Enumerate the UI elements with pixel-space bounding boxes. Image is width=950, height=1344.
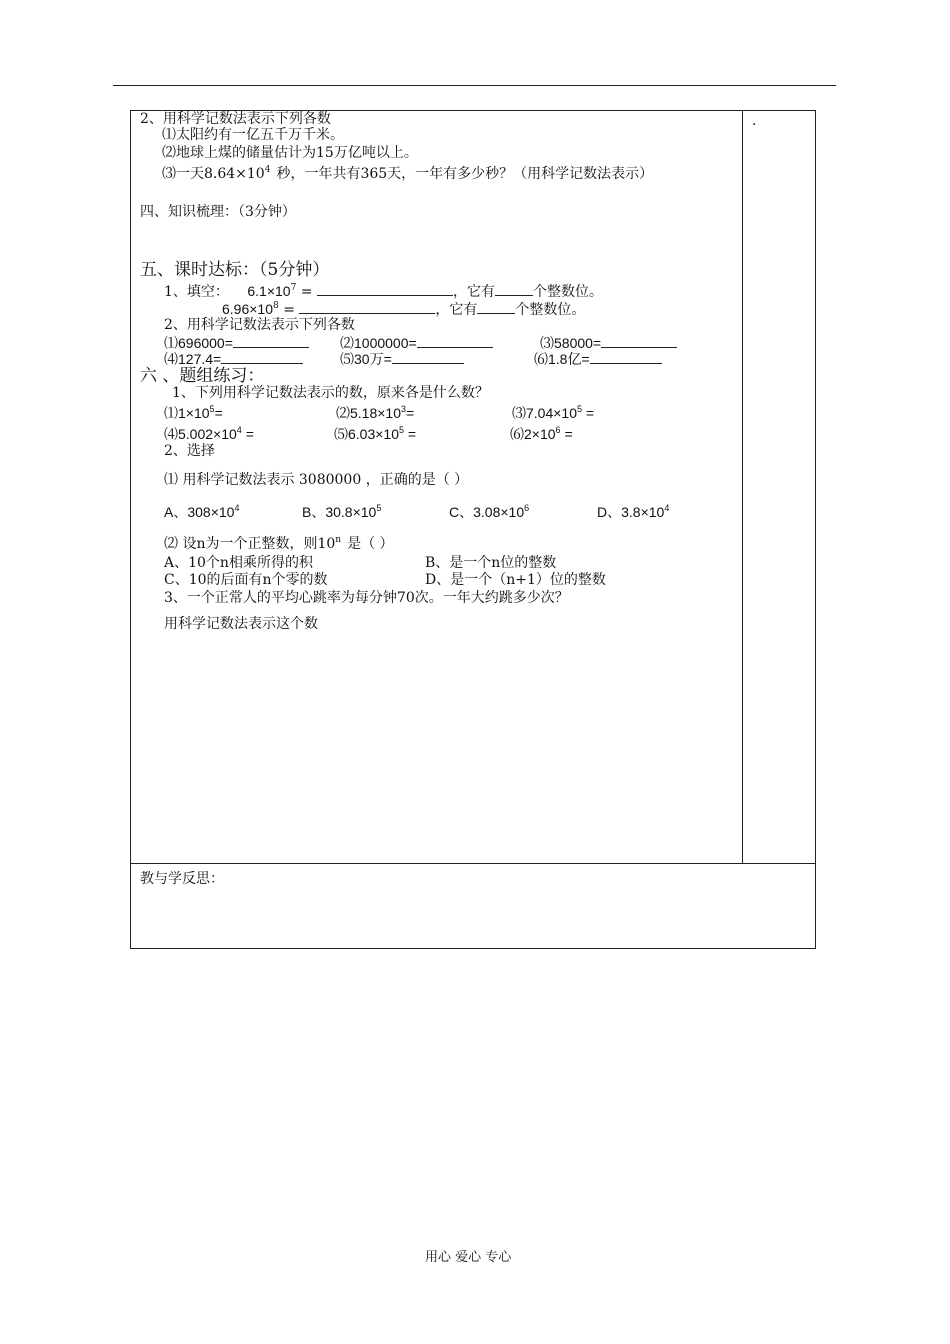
sec6-item-1 bbox=[164, 406, 223, 420]
review-q2-title: 2、用科学记数法表示下列各数 bbox=[140, 111, 331, 127]
sec5-item-6-label: ⑹1.8亿= bbox=[534, 351, 590, 367]
fill-1-mid: ，它有 bbox=[452, 284, 495, 300]
fill-2-base: 6.96×10 bbox=[222, 301, 273, 317]
mc1-option-b-base: B、30.8×10 bbox=[302, 504, 377, 520]
fill-blank-line-1 bbox=[164, 283, 603, 299]
sec5-item-4 bbox=[164, 351, 303, 366]
reflection-row-divider bbox=[130, 863, 815, 864]
fill-1-equals: = bbox=[300, 284, 313, 300]
sec6-item-1-exponent: 5 bbox=[209, 404, 215, 414]
sec6-item-2-exponent: 3 bbox=[401, 404, 407, 414]
sec5-item-5-label: ⑸30万= bbox=[340, 351, 392, 367]
sec5-item-2 bbox=[340, 335, 493, 350]
sec6-item-4-exponent: 4 bbox=[236, 425, 242, 435]
mc2-option-c[interactable]: C、10的后面有n个零的数 bbox=[164, 572, 328, 588]
fill-1-end: 个整数位。 bbox=[532, 284, 603, 300]
side-column-divider bbox=[742, 110, 743, 863]
fill-label: 1、填空： bbox=[164, 284, 229, 300]
mc1-option-a[interactable] bbox=[164, 505, 239, 519]
page-footer: 用心 爱心 专心 bbox=[425, 1250, 512, 1265]
sec6-q3-title: 3、一个正常人的平均心跳率为每分钟70次。一年大约跳多少次？ bbox=[164, 590, 569, 606]
sec5-item-3 bbox=[540, 335, 677, 350]
sec6-q2-title: 2、选择 bbox=[164, 443, 215, 459]
sec6-item-6 bbox=[510, 427, 573, 441]
mc1-option-d-base: D、3.8×10 bbox=[597, 504, 665, 520]
sec6-item-3-eq: = bbox=[582, 405, 595, 421]
sec5-item-5 bbox=[340, 351, 464, 366]
fill-2-mid: ，它有 bbox=[435, 302, 478, 318]
sec5-item-6 bbox=[534, 351, 662, 366]
fill-2-exponent: 8 bbox=[273, 301, 279, 311]
sec6-item-3-exponent: 5 bbox=[577, 404, 583, 414]
fill-1-digits-blank[interactable] bbox=[495, 283, 533, 296]
sec6-item-5-exponent: 5 bbox=[399, 425, 405, 435]
fill-1-answer-blank[interactable] bbox=[317, 283, 453, 296]
fill-1-exponent: 7 bbox=[290, 283, 297, 293]
mc2-stem-post: 是（ ） bbox=[347, 536, 394, 552]
sec5-item-3-blank[interactable] bbox=[601, 335, 677, 348]
fill-2-answer-blank[interactable] bbox=[299, 301, 435, 314]
sec5-item-4-label: ⑷127.4= bbox=[164, 351, 222, 367]
sec6-item-6-exponent: 6 bbox=[555, 425, 561, 435]
section-4-title: 四、知识梳理：（3分钟） bbox=[140, 204, 296, 220]
mc2-stem-exponent: n bbox=[335, 535, 342, 545]
sec5-item-5-blank[interactable] bbox=[392, 351, 464, 364]
mc2-stem bbox=[164, 537, 394, 551]
sec6-item-2-eq: = bbox=[406, 405, 415, 421]
sec5-item-2-blank[interactable] bbox=[417, 335, 493, 348]
review-item-1: ⑴太阳约有一亿五千万千米。 bbox=[162, 127, 344, 143]
fill-2-equals: = bbox=[283, 302, 295, 318]
mc1-option-b-exponent: 5 bbox=[376, 503, 382, 513]
review-item-3-exponent: 4 bbox=[264, 165, 271, 175]
mc1-option-a-exponent: 4 bbox=[234, 503, 240, 513]
sec5-item-1 bbox=[164, 335, 309, 350]
sec6-item-1-eq: = bbox=[214, 405, 223, 421]
sec6-item-4-eq: = bbox=[241, 426, 254, 442]
mc1-option-a-base: A、308×10 bbox=[164, 504, 235, 520]
mc1-option-d[interactable] bbox=[597, 505, 669, 519]
sec5-q2-title: 2、用科学记数法表示下列各数 bbox=[164, 317, 355, 333]
sec6-q3-line2: 用科学记数法表示这个数 bbox=[164, 616, 318, 632]
sec6-item-6-eq: = bbox=[560, 426, 573, 442]
review-item-3-base: ⑶一天8.64×10 bbox=[162, 166, 265, 182]
sec6-item-3 bbox=[512, 406, 594, 420]
sec6-item-2 bbox=[336, 406, 414, 420]
sec6-item-1-base: ⑴1×10 bbox=[164, 405, 210, 421]
mc1-option-c-base: C、3.08×10 bbox=[449, 504, 525, 520]
mc1-option-c[interactable] bbox=[449, 505, 529, 519]
mc2-option-b[interactable]: B、是一个n位的整数 bbox=[425, 555, 557, 571]
sec5-item-3-label: ⑶58000= bbox=[540, 335, 602, 351]
reflection-label: 教与学反思： bbox=[140, 871, 224, 887]
sec6-q1-title: 1、下列用科学记数法表示的数，原来各是什么数？ bbox=[172, 385, 489, 401]
mc1-stem: ⑴ 用科学记数法表示 3080000 ，正确的是（ ） bbox=[164, 472, 469, 488]
sec6-item-5-base: ⑸6.03×10 bbox=[334, 426, 399, 442]
sec6-item-4 bbox=[164, 427, 254, 441]
sec5-item-4-blank[interactable] bbox=[221, 351, 303, 364]
mc1-option-b[interactable] bbox=[302, 505, 381, 519]
review-item-2: ⑵地球上煤的储量估计为15万亿吨以上。 bbox=[162, 145, 418, 161]
sec5-item-2-label: ⑵1000000= bbox=[340, 335, 417, 351]
sec6-item-5-eq: = bbox=[404, 426, 417, 442]
review-item-3 bbox=[162, 167, 653, 181]
sec6-item-3-base: ⑶7.04×10 bbox=[512, 405, 577, 421]
sec5-item-1-blank[interactable] bbox=[233, 335, 309, 348]
sec6-item-2-base: ⑵5.18×10 bbox=[336, 405, 401, 421]
section-6-title: 六 、题组练习： bbox=[140, 366, 265, 386]
sec5-item-6-blank[interactable] bbox=[590, 351, 662, 364]
review-item-3-rest: 秒，一年共有365天，一年有多少秒？（用科学记数法表示） bbox=[276, 166, 654, 182]
header-rule bbox=[113, 85, 836, 86]
section-5-title: 五、课时达标：（5分钟） bbox=[140, 260, 330, 280]
sec5-item-1-label: ⑴696000= bbox=[164, 335, 233, 351]
mc2-option-a[interactable]: A、10个n相乘所得的积 bbox=[164, 555, 313, 571]
mc2-stem-pre: ⑵ 设n为一个正整数，则10 bbox=[164, 536, 336, 552]
sec6-item-5 bbox=[334, 427, 416, 441]
fill-blank-line-2 bbox=[222, 301, 585, 317]
fill-2-digits-blank[interactable] bbox=[477, 301, 515, 314]
mc1-option-c-exponent: 6 bbox=[524, 503, 530, 513]
fill-2-end: 个整数位。 bbox=[515, 302, 586, 318]
mc2-option-d[interactable]: D、是一个（n+1）位的整数 bbox=[425, 572, 606, 588]
mc1-option-d-exponent: 4 bbox=[664, 503, 670, 513]
side-column-mark: . bbox=[752, 113, 757, 129]
fill-1-base: 6.1×10 bbox=[247, 283, 291, 299]
sec6-item-6-base: ⑹2×10 bbox=[510, 426, 556, 442]
sec6-item-4-base: ⑷5.002×10 bbox=[164, 426, 237, 442]
worksheet-table bbox=[130, 110, 816, 949]
